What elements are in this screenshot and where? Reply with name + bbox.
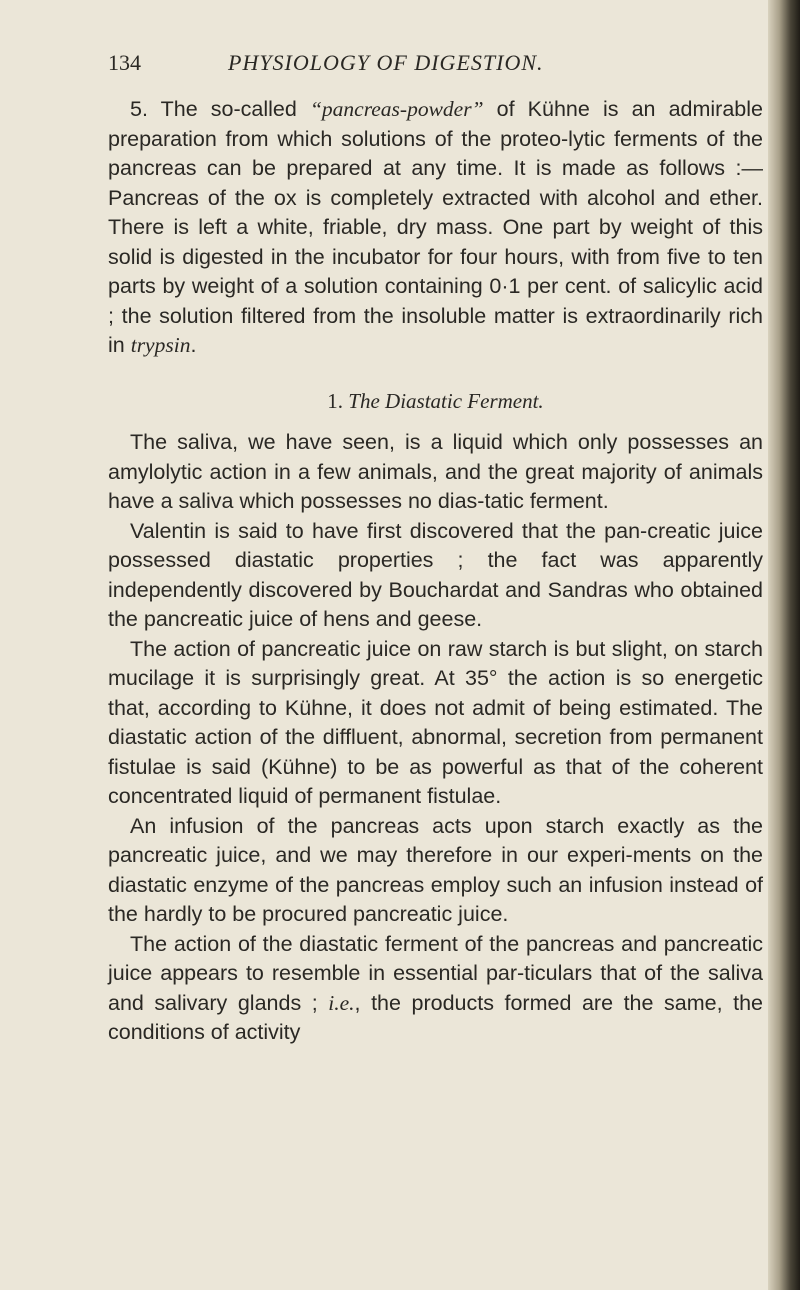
section-title: The Diastatic Ferment. [348,388,544,413]
running-head: PHYSIOLOGY OF DIGESTION. [228,50,544,75]
paragraph-last [108,930,763,1048]
paragraph-lead: 5. The so-called [130,97,310,121]
paragraph: Valentin is said to have first discovered that the pan-creatic juice possessed diastatic properties ; the fact was apparently independently discovered by Bouchardat and Sandras who obtained the pancreatic juice of hens and geese. [108,518,763,631]
paragraph-pancreas-powder [108,95,763,361]
italic-term: “pancreas-powder” [309,97,484,121]
paragraph: The saliva, we have seen, is a liquid which only possesses an amylolytic action in a few animals, and the great majority of animals have a saliva which possesses no dias-tatic ferment. [108,430,763,513]
body-text [108,95,763,1048]
italic-abbr: i.e. [328,990,355,1015]
paragraph-text: of Kühne is an admirable preparation from which solutions of the proteo-lytic ferments of the pancreas can be prepared at any time. It is made as follows :—Pancreas of the ox is completely extracted with alcohol and ether. There is left a white, friable, dry mass. One part by weight of this solid is digested in the incubator for four hours, with from five to ten parts by weight of a solution containing 0·1 per cent. of salicylic acid ; the solution filtered from the insoluble matter is extraordinarily rich in [108,97,763,357]
page-number: 134 [108,50,141,75]
page-header [108,50,768,84]
italic-term-trypsin: trypsin [130,333,191,357]
section-number: 1. [327,388,349,413]
paragraph-text: The action of the diastatic ferment of the pancreas and pancreatic juice appears to resemble in essential par-ticulars that of the saliva and salivary glands ; [108,931,763,1015]
paragraph: An infusion of the pancreas acts upon starch exactly as the pancreatic juice, and we may therefore in our experi-ments on the diastatic enzyme of the pancreas employ such an infusion instead of the hardly to be procured pancreatic juice. [108,813,763,926]
binding-shadow [768,0,800,1290]
section-heading [108,387,763,417]
paragraph: The action of pancreatic juice on raw starch is but slight, on starch mucilage it is surprisingly great. At 35° the action is so energetic that, according to Kühne, it does not admit of being estimated. The diastatic action of the diffluent, abnormal, secretion from permanent fistulae is said (Kühne) to be as powerful as that of the coherent concentrated liquid of permanent fistulae. [108,636,763,808]
paragraph-end: . [190,333,197,357]
paragraph-end: , the products formed are the same, the conditions of activity [108,990,763,1044]
